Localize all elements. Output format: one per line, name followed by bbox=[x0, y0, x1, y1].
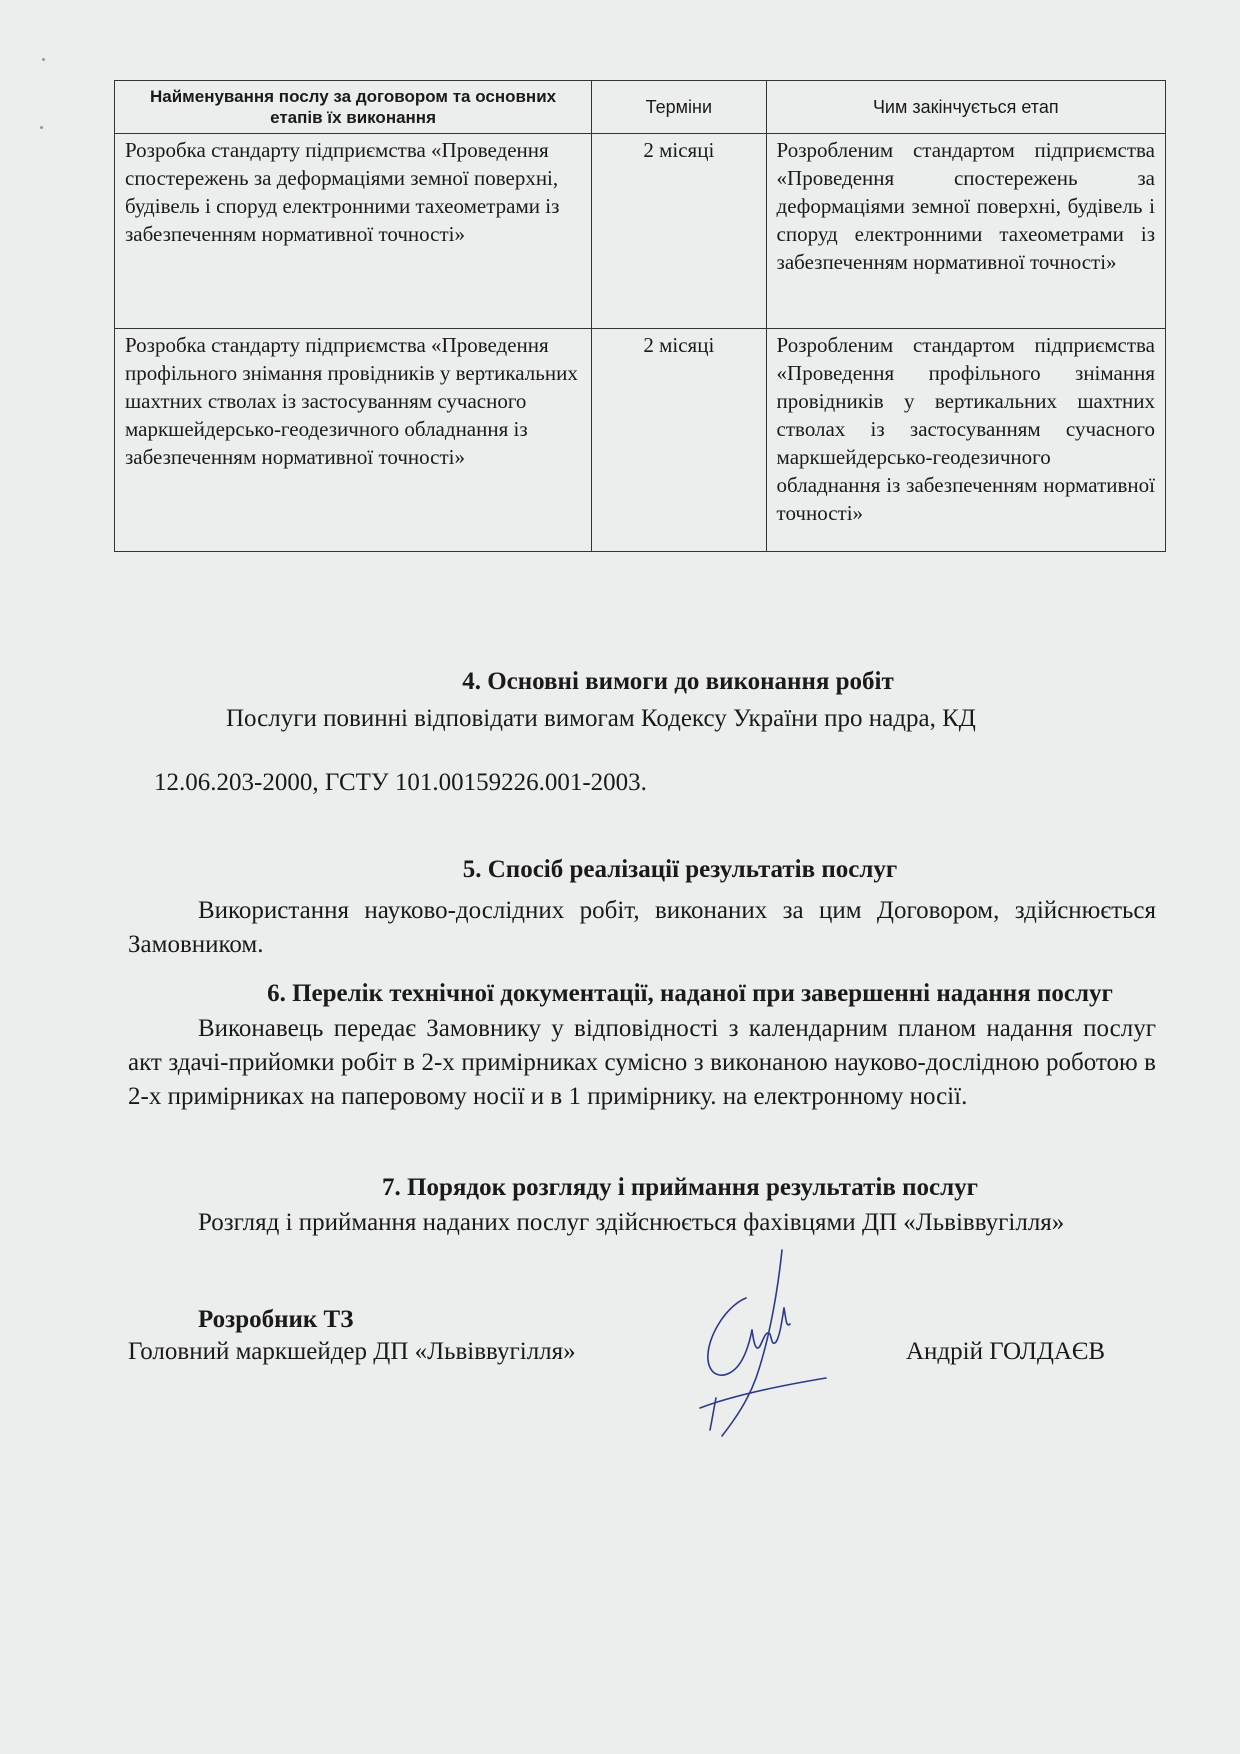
section-4-line-2: 12.06.203-2000, ГСТУ 101.00159226.001-2003. bbox=[154, 769, 647, 796]
header-terms: Терміни bbox=[592, 81, 766, 134]
table-header-row bbox=[115, 81, 1166, 134]
section-7-heading bbox=[0, 1174, 1240, 1202]
table-row bbox=[115, 134, 1166, 329]
section-7-heading-text: 7. Порядок розгляду і приймання результатів послуг bbox=[382, 1174, 978, 1201]
signoff-name: Андрій ГОЛДАЄВ bbox=[906, 1338, 1106, 1365]
section-6-text: Виконавець передає Замовнику у відповідності з календарним планом надання послуг акт здачі-прийомки робіт в 2-х примірниках сумісно з виконаною науково-дослідною роботою в 2-х примірниках на паперовому носії и в 1 примірнику. на електронному носії. bbox=[128, 1015, 1156, 1110]
stages-table bbox=[114, 80, 1166, 552]
section-4-line-1: Послуги повинні відповідати вимогам Кодексу України про надра, КД bbox=[226, 705, 976, 732]
signoff-title: Розробник ТЗ bbox=[198, 1306, 354, 1333]
row-service-name: Розробка стандарту підприємства «Проведення профільного знімання провідників у вертикальних шахтних стволах із застосуванням сучасного маркшейдерсько-геодезичного обладнання із забезпеченням нормативної точності» bbox=[115, 329, 592, 552]
row-term: 2 місяці bbox=[592, 134, 766, 329]
signoff-role: Головний маркшейдер ДП «Львіввугілля» bbox=[128, 1338, 576, 1365]
row-result: Розробленим стандартом підприємства «Проведення спостережень за деформаціями земної поверхні, будівель і споруд електронними тахеометрами із забезпеченням нормативної точності» bbox=[766, 134, 1165, 329]
table-row bbox=[115, 329, 1166, 552]
scan-speck bbox=[40, 126, 43, 129]
header-service-name: Найменування послу за договором та основних етапів їх виконання bbox=[115, 81, 592, 134]
scan-speck bbox=[42, 58, 45, 61]
section-5-heading-text: 5. Спосіб реалізації результатів послуг bbox=[462, 856, 898, 883]
handwritten-signature bbox=[686, 1248, 836, 1448]
section-6-heading bbox=[0, 980, 1240, 1008]
section-7-text: Розгляд і приймання наданих послуг здійснюється фахівцями ДП «Львіввугілля» bbox=[198, 1209, 1065, 1236]
section-5-heading bbox=[0, 856, 1240, 884]
section-6-heading-text: 6. Перелік технічної документації, наданої при завершенні надання послуг bbox=[267, 980, 1113, 1007]
section-4-heading-text: 4. Основні вимоги до виконання робіт bbox=[462, 668, 894, 695]
row-service-name: Розробка стандарту підприємства «Проведення спостережень за деформаціями земної поверхні, будівель і споруд електронними тахеометрами із забезпеченням нормативної точності» bbox=[115, 134, 592, 329]
row-result: Розробленим стандартом підприємства «Проведення профільного знімання провідників у вертикальних шахтних стволах із застосуванням сучасного маркшейдерсько-геодезичного обладнання із забезпеченням нормативної точності» bbox=[766, 329, 1165, 552]
section-4-heading bbox=[0, 668, 1240, 696]
row-term: 2 місяці bbox=[592, 329, 766, 552]
header-stage-result: Чим закінчується етап bbox=[766, 81, 1165, 134]
section-5-text: Використання науково-дослідних робіт, виконаних за цим Договором, здійснюється Замовником. bbox=[128, 897, 1156, 958]
